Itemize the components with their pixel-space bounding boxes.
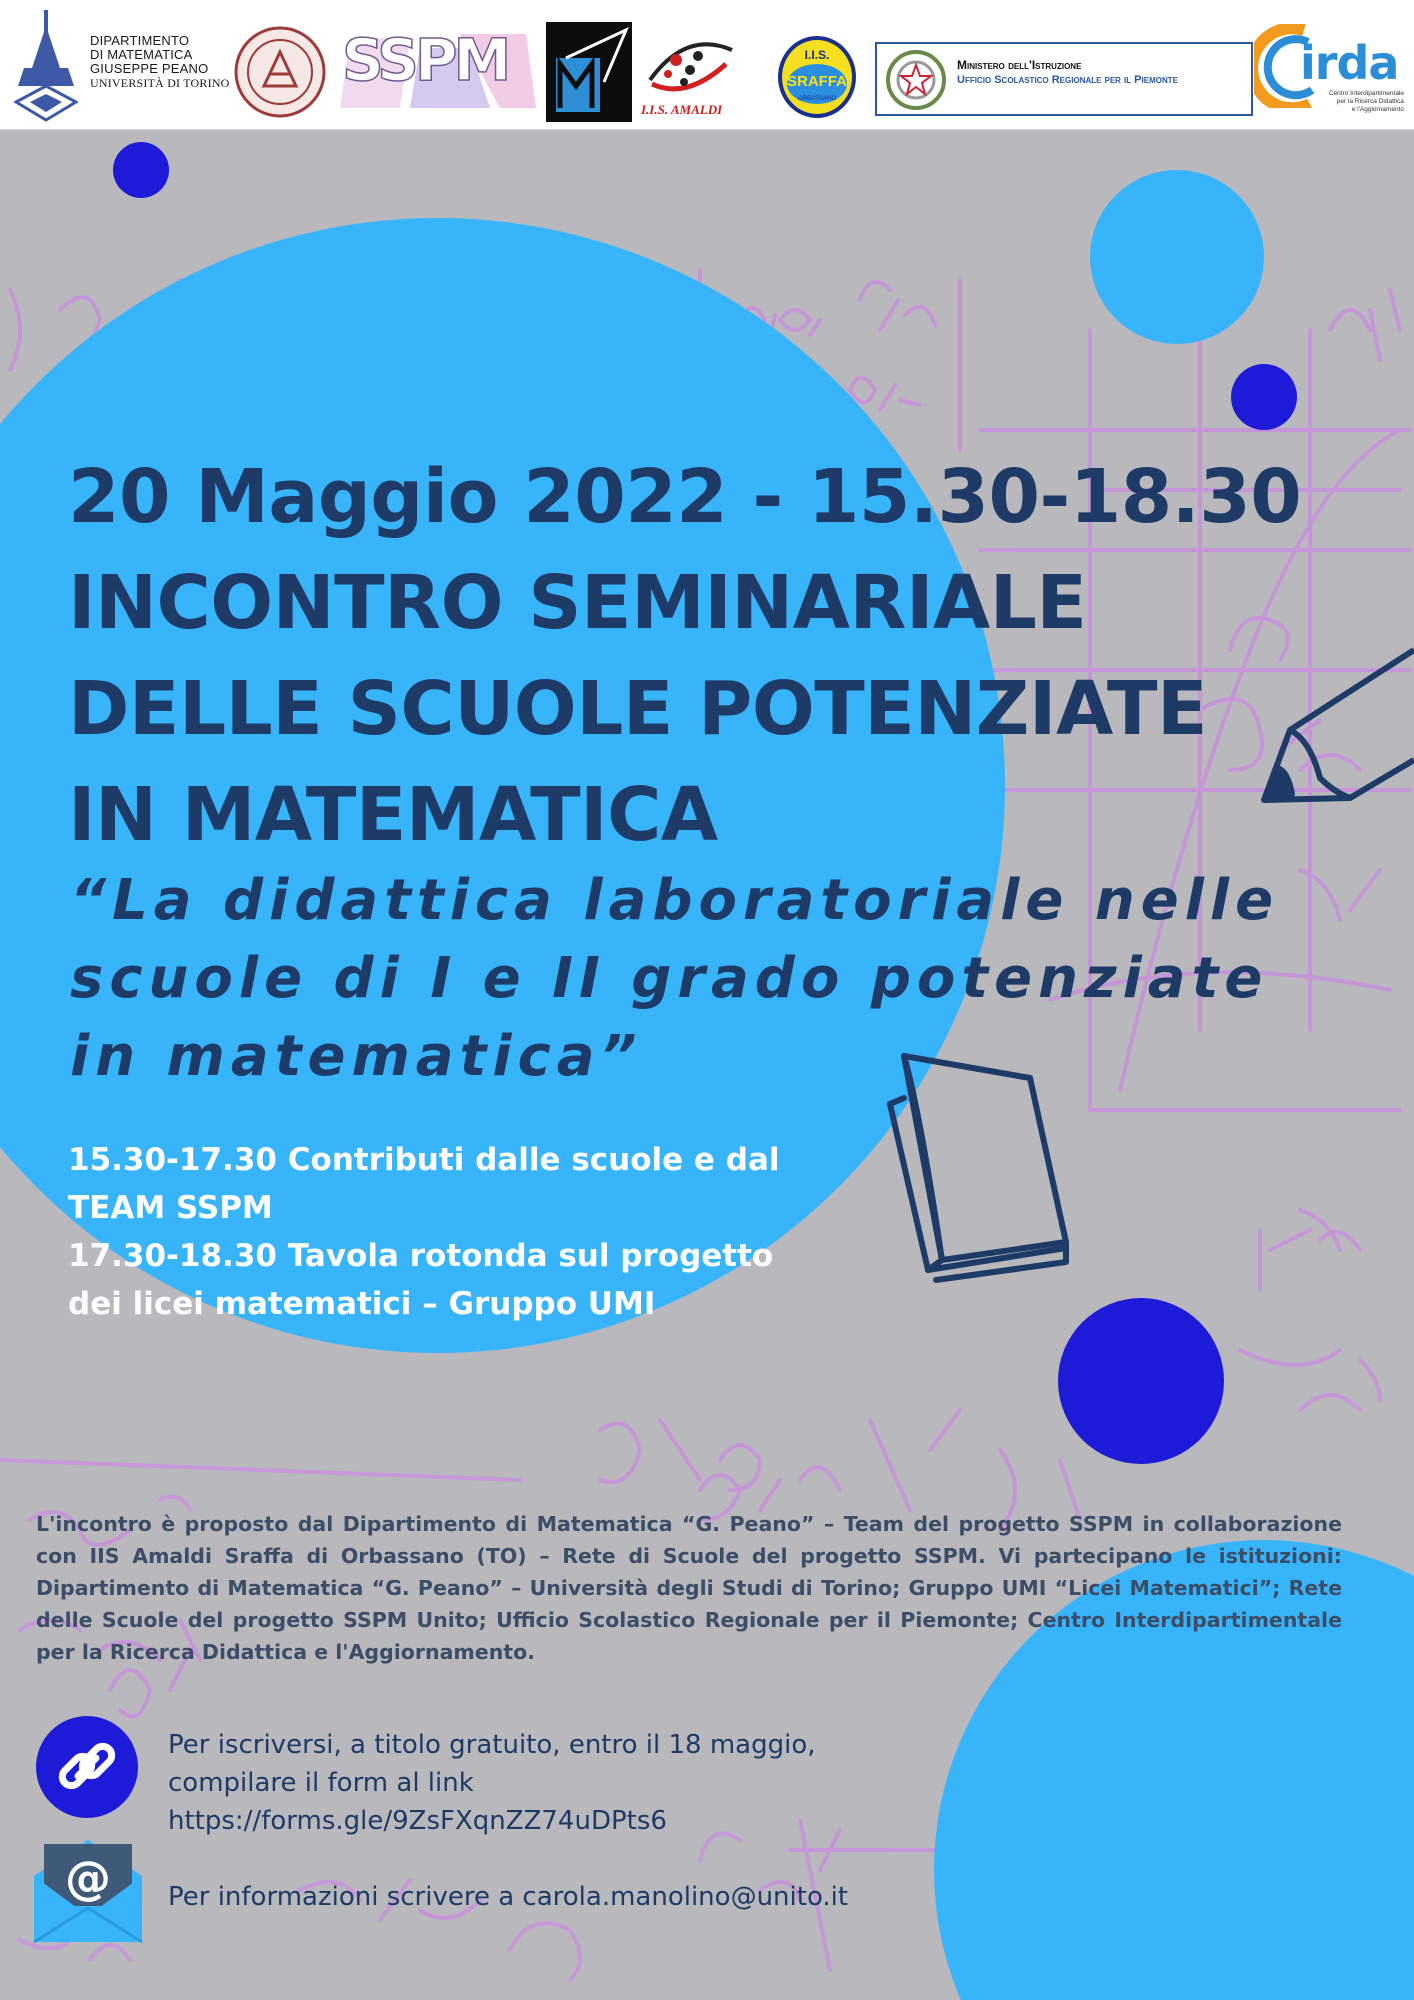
- program-line-2: TEAM SSPM: [68, 1190, 273, 1226]
- at-symbol: @: [65, 1851, 111, 1905]
- irda-tagline: [1300, 90, 1404, 114]
- decor-dot-mid-right: [1058, 1298, 1224, 1464]
- event-program: [68, 1136, 828, 1328]
- subtitle-line-1: “La didattica laboratoriale nelle: [70, 868, 1280, 933]
- event-headline: [68, 444, 1302, 868]
- program-line-4: dei licei matematici – Gruppo UMI: [68, 1286, 656, 1322]
- department-line-1: DIPARTIMENTO: [90, 33, 190, 48]
- irda-tagline-1: Centro Interdipartimentale: [1328, 90, 1404, 97]
- program-line-1: 15.30-17.30 Contributi dalle scuole e dal: [68, 1142, 780, 1178]
- irda-logo-text: irda: [1300, 36, 1399, 90]
- ministry-logo-box: [875, 42, 1253, 116]
- subtitle-line-2: scuole di I e II grado potenziate: [70, 946, 1269, 1011]
- event-title-line-1: INCONTRO SEMINARIALE: [68, 560, 1087, 646]
- department-line-2: DI MATEMATICA: [90, 47, 193, 62]
- registration-line-2: compilare il form al link: [168, 1768, 474, 1798]
- registration-link[interactable]: https://forms.gle/9ZsFXqnZZ74uDPts6: [168, 1806, 667, 1836]
- university-seal-logo: [234, 26, 326, 118]
- department-mole-logo-icon: [14, 8, 78, 122]
- sspm-logo-text: SSPM: [342, 26, 508, 94]
- ministry-office: Ufficio Scolastico Regionale per il Piemonte: [957, 74, 1178, 86]
- amaldi-logo-text: I.I.S. AMALDI: [641, 102, 723, 117]
- logo-bar: [0, 0, 1414, 130]
- department-line-3: GIUSEPPE PEANO: [90, 61, 209, 76]
- sraffa-logo-bottom-text: ORBASSANO: [797, 96, 837, 102]
- university-name: UNIVERSITÀ DI TORINO: [90, 76, 230, 90]
- irda-tagline-2: per la Ricerca Didattica: [1336, 98, 1404, 105]
- sraffa-logo-top-text: I.I.S.: [804, 48, 830, 62]
- subtitle-line-3: in matematica”: [70, 1024, 643, 1089]
- link-chain-icon: [36, 1716, 138, 1818]
- envelope-at-icon: [30, 1836, 146, 1944]
- event-date-time: 20 Maggio 2022 - 15.30-18.30: [68, 454, 1302, 540]
- irda-tagline-3: e l'Aggiornamento: [1351, 106, 1404, 113]
- contact-info: Per informazioni scrivere a carola.manolino@unito.it: [168, 1882, 849, 1912]
- sraffa-logo-main-text: SRAFFA: [787, 73, 847, 90]
- event-subtitle: [70, 862, 1320, 1096]
- event-description: L'incontro è proposto dal Dipartimento di Matematica “G. Peano” – Team del progetto SSPM in collaborazione con IIS Amaldi Sraffa di Orbassano (TO) – Rete di Scuole del progetto SSPM. Vi partecipano le istituzioni: Dipartimento di Matematica “G. Peano” – Università degli Studi di Torino; Gruppo UMI “Licei Matematici”; Rete delle Scuole del progetto SSPM Unito; Ufficio Scolastico Regionale per il Piemonte; Centro Interdipartimentale per la Ricerca Didattica e l'Aggiornamento.: [36, 1512, 1342, 1664]
- event-title-line-2: DELLE SCUOLE POTENZIATE: [68, 666, 1208, 752]
- licei-matematici-logo: [546, 22, 632, 122]
- event-title-line-3: IN MATEMATICA: [68, 772, 718, 858]
- decor-dot-top-right: [1231, 364, 1297, 430]
- department-name: [90, 34, 230, 90]
- decor-dot-top-left: [113, 142, 169, 198]
- italian-republic-emblem-icon: [885, 49, 947, 111]
- registration-line-1: Per iscriversi, a titolo gratuito, entro il 18 maggio,: [168, 1730, 816, 1760]
- amaldi-logo-icon: [646, 30, 736, 102]
- decor-circle-top-right: [1090, 170, 1264, 344]
- program-line-3: 17.30-18.30 Tavola rotonda sul progetto: [68, 1238, 774, 1274]
- ministry-name: Ministero dell'Istruzione: [957, 58, 1082, 72]
- sraffa-logo: [776, 34, 858, 120]
- registration-info: [168, 1726, 988, 1840]
